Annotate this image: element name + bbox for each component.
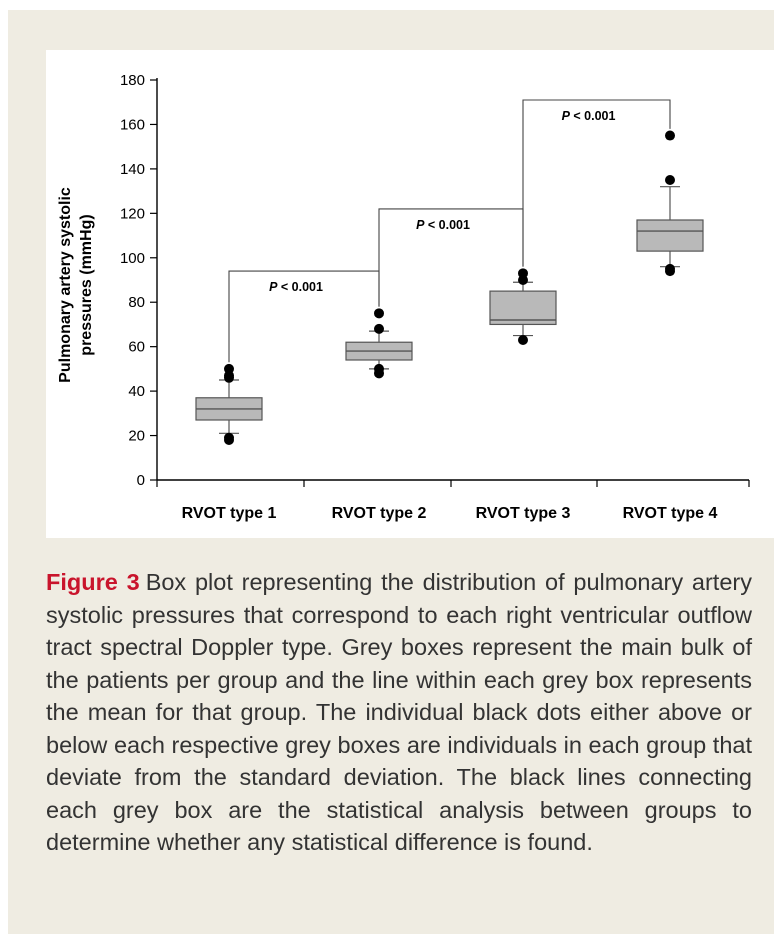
y-tick-label: 0 bbox=[136, 472, 145, 489]
x-tick-label: RVOT type 1 bbox=[181, 505, 277, 522]
figure-label: Figure 3 bbox=[46, 569, 140, 595]
figure-caption bbox=[46, 566, 752, 859]
outlier-point bbox=[374, 308, 384, 318]
y-tick-label: 60 bbox=[128, 338, 145, 356]
p-value: < 0.001 bbox=[277, 280, 323, 295]
significance-label bbox=[416, 218, 470, 232]
outlier-point bbox=[518, 268, 528, 278]
y-axis-title bbox=[57, 187, 95, 383]
outlier-point bbox=[224, 364, 234, 374]
outlier-point bbox=[374, 364, 384, 374]
y-tick-label: 80 bbox=[128, 294, 145, 312]
significance-label bbox=[269, 280, 323, 294]
p-value: < 0.001 bbox=[424, 217, 470, 232]
y-axis-title-line: Pulmonary artery systolic bbox=[57, 187, 74, 383]
p-symbol: P bbox=[561, 109, 570, 123]
outlier-point bbox=[224, 433, 234, 443]
outlier-point bbox=[665, 175, 675, 185]
y-axis-title-line: pressures (mmHg) bbox=[78, 214, 95, 356]
outlier-point bbox=[665, 131, 675, 141]
outlier-point bbox=[374, 324, 384, 334]
outlier-point bbox=[665, 264, 675, 274]
y-tick-label: 160 bbox=[119, 116, 145, 134]
y-tick-label: 40 bbox=[128, 383, 145, 401]
p-symbol: P bbox=[416, 217, 425, 232]
outlier-point bbox=[518, 335, 528, 345]
p-symbol: P bbox=[269, 280, 278, 295]
box-iqr bbox=[637, 220, 703, 251]
y-tick-label: 180 bbox=[119, 72, 145, 89]
p-value: < 0.001 bbox=[569, 109, 616, 123]
caption-text: Box plot representing the distribution of pulmonary artery systolic pressures that correspond to each right ventricular outflow tract spectral Doppler type. Grey boxes represent the main bulk of the patients per group and the line within each grey box represents the mean for that group. The individual black dots either above or below each respective grey boxes are individuals in each group that deviate from the standard deviation. The black lines connecting each grey box are the statistical analysis between groups to determine whether any statistical difference is found. bbox=[46, 569, 752, 855]
y-tick-label: 120 bbox=[119, 205, 145, 223]
significance-label bbox=[562, 109, 616, 123]
x-tick-label: RVOT type 4 bbox=[622, 505, 718, 522]
box-plot-chart bbox=[46, 50, 782, 538]
x-tick-label: RVOT type 2 bbox=[331, 505, 427, 522]
y-tick-label: 140 bbox=[119, 160, 145, 178]
y-tick-label: 20 bbox=[128, 427, 145, 445]
figure-frame bbox=[8, 10, 774, 934]
x-tick-label: RVOT type 3 bbox=[475, 505, 571, 522]
chart-panel bbox=[46, 50, 782, 538]
y-tick-label: 100 bbox=[119, 249, 145, 267]
